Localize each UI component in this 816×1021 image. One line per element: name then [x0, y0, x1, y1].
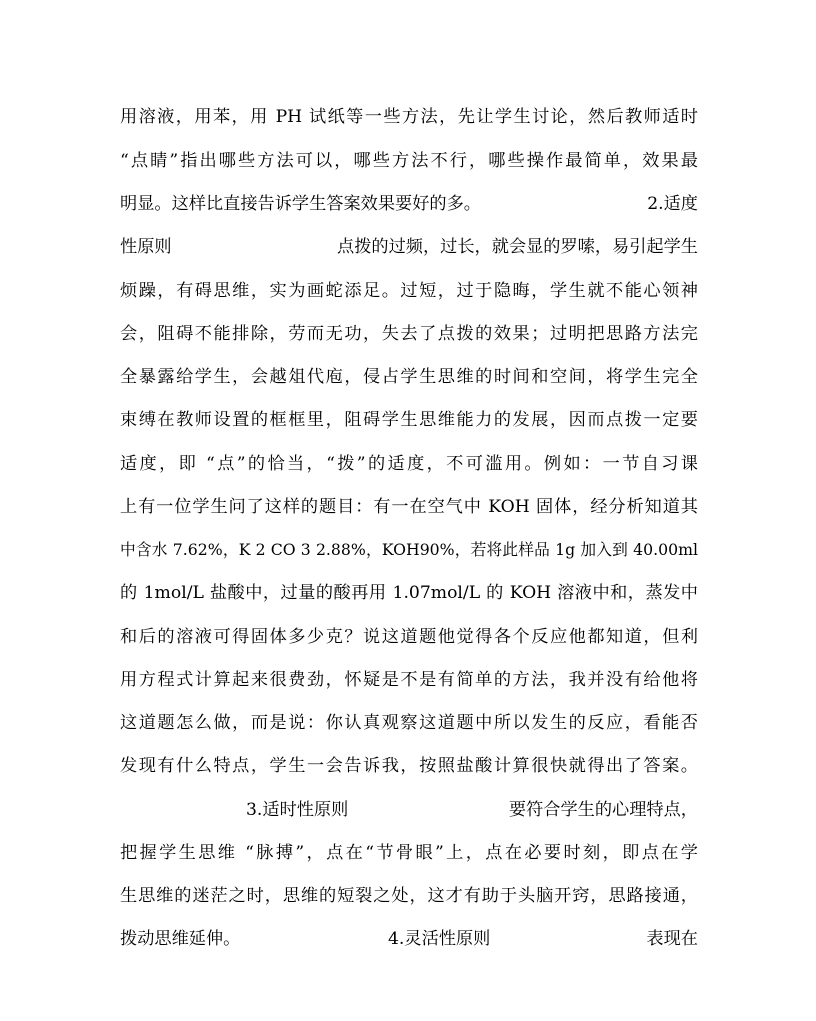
text-line: 的 1mol/L 盐酸中，过量的酸再用 1.07mol/L 的 KOH 溶液中和，蒸发中 [120, 583, 698, 603]
section-heading: 4.灵活性原则 [388, 929, 491, 949]
text-line: 把握学生思维 “脉搏”，点在“节骨眼”上，点在必要时刻，即点在学 [120, 843, 698, 863]
text-line: 束缚在教师设置的框框里，阻碍学生思维能力的发展，因而点拨一定要 [120, 410, 698, 430]
text-segment: 明显。这样比直接告诉学生答案效果要好的多。 [120, 194, 481, 214]
text-line: 生思维的迷茫之时，思维的短裂之处，这才有助于头脑开窍，思路接通， [120, 886, 698, 906]
text-line: 全暴露给学生，会越俎代庖，侵占学生思维的时间和空间，将学生完全 [120, 367, 698, 387]
section-heading: 2.适度 [647, 194, 698, 214]
section-heading: 性原则 [120, 237, 172, 257]
text-line: 中含水 7.62%，K 2 CO 3 2.88%，KOH90%，若将此样品 1g 加入到 40.00ml [120, 540, 698, 559]
text-line: 这道题怎么做，而是说：你认真观察这道题中所以发生的反应，看能否 [120, 713, 698, 733]
text-line [120, 795, 698, 825]
text-segment: 拨动思维延伸。 [120, 929, 241, 949]
text-line: 烦躁，有碍思维，实为画蛇添足。过短，过于隐晦，学生就不能心领神 [120, 281, 698, 301]
text-line: 上有一位学生问了这样的题目：有一在空气中 KOH 固体，经分析知道其 [120, 497, 698, 517]
text-line: 用溶液，用苯，用 PH 试纸等一些方法，先让学生讨论，然后教师适时 [120, 107, 698, 127]
text-line: 和后的溶液可得固体多少克？说这道题他觉得各个反应他都知道，但利 [120, 627, 698, 647]
text-segment: 表现在 [646, 929, 698, 949]
text-line: “点睛”指出哪些方法可以，哪些方法不行，哪些操作最简单，效果最 [120, 151, 698, 171]
text-line: 会，阻碍不能排除，劳而无功，失去了点拨的效果；过明把思路方法完 [120, 324, 698, 344]
text-line: 用方程式计算起来很费劲，怀疑是不是有简单的方法，我并没有给他将 [120, 670, 698, 690]
text-line: 发现有什么特点，学生一会告诉我，按照盐酸计算很快就得出了答案。 [120, 756, 698, 776]
text-segment: 要符合学生的心理特点， [508, 800, 698, 820]
section-heading: 3.适时性原则 [246, 800, 349, 820]
text-line [120, 232, 698, 262]
text-line: 适度，即 “点”的恰当，“拨”的适度，不可滥用。例如：一节自习课 [120, 454, 698, 474]
text-segment: 点拨的过频，过长，就会显的罗嗦，易引起学生 [337, 237, 698, 257]
text-line [120, 189, 698, 219]
text-line [120, 924, 698, 954]
